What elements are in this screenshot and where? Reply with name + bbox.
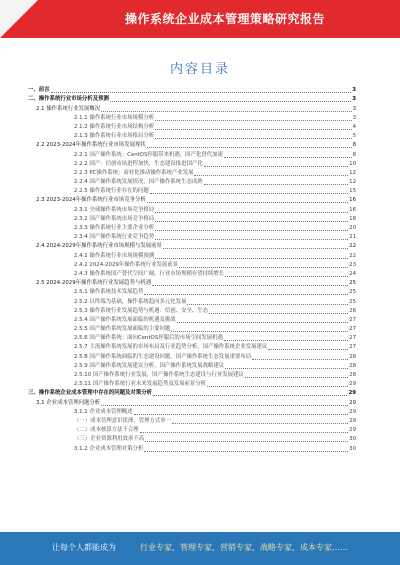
toc-leader-dots — [150, 193, 348, 194]
toc-entry-label: （一）成本管理意识淡薄，管理方式单一 — [74, 417, 172, 424]
toc-leader-dots — [224, 340, 348, 341]
page-footer — [0, 532, 400, 565]
toc-entry-label: 2.5.7 主流操作系统发展的市场布局及行业趋势分析，国产操作系统企业发展建议 — [74, 344, 268, 351]
toc-entry-page: 29 — [349, 408, 356, 415]
toc-entry-page: 20 — [349, 225, 356, 231]
toc-entry[interactable] — [28, 114, 356, 123]
toc-leader-dots — [155, 258, 348, 259]
toc-entry-page: 12 — [349, 179, 356, 186]
toc-leader-dots — [101, 405, 348, 406]
toc-entry-page: 15 — [349, 188, 356, 195]
toc-entry-label: 2.4.1 操作系统行业市场规模预测 — [74, 252, 155, 259]
toc-entry-label: 2.4.2 2024-2029年操作系统行业发展前景 — [74, 261, 179, 268]
toc-entry[interactable] — [28, 215, 356, 224]
toc-entry-page: 3 — [352, 114, 356, 121]
toc-entry-page: 16 — [349, 206, 356, 213]
toc-leader-dots — [207, 386, 348, 387]
toc-entry-label: 2.5.3 操作系统行业发展趋势与机遇：信创、安全、生态 — [74, 307, 209, 314]
toc-leader-dots — [155, 129, 351, 130]
toc-entry[interactable] — [28, 444, 356, 453]
toc-entry[interactable] — [28, 224, 356, 233]
table-of-contents — [28, 86, 356, 454]
toc-leader-dots — [155, 221, 348, 222]
toc-entry-label: 2.5.5 国产操作系统发展面临的主要问题 — [74, 326, 171, 333]
toc-entry-label: 2.1.3 操作系统行业市场格局分析 — [74, 133, 155, 140]
toc-entry[interactable] — [28, 435, 356, 444]
toc-entry-page: 3 — [352, 87, 356, 94]
toc-heading: 内容目录 — [169, 62, 230, 77]
toc-entry-label: 2.2.5 操作系统行业存在的问题 — [74, 188, 149, 195]
toc-leader-dots — [152, 285, 348, 286]
toc-leader-dots — [268, 349, 348, 350]
toc-leader-dots — [144, 451, 348, 452]
header-corner-decoration — [0, 0, 38, 38]
toc-leader-dots — [110, 101, 351, 102]
toc-entry-label: 2.5.6 国产操作系统：面向CentOS停服后的市场空间发展机遇 — [74, 335, 223, 342]
toc-entry-page: 27 — [349, 326, 356, 333]
toc-leader-dots — [155, 239, 348, 240]
toc-entry[interactable] — [28, 187, 356, 196]
toc-leader-dots — [179, 267, 348, 268]
toc-entry[interactable] — [28, 389, 356, 398]
toc-entry-label: 2.5.8 国产操作系统面临的生态建设问题，国产操作系统生态发展重要布局 — [74, 353, 252, 360]
toc-entry-page: 8 — [352, 142, 356, 149]
toc-entry-label: （三）企业资源利用效率不高 — [74, 436, 145, 443]
toc-leader-dots — [209, 313, 348, 314]
toc-entry[interactable] — [28, 371, 356, 380]
toc-leader-dots — [171, 331, 348, 332]
toc-entry[interactable] — [28, 398, 356, 407]
toc-entry-page: 24 — [349, 270, 356, 277]
toc-leader-dots — [155, 120, 351, 121]
toc-entry-page: 28 — [349, 372, 356, 378]
toc-leader-dots — [225, 368, 348, 369]
toc-entry[interactable] — [28, 104, 356, 113]
toc-entry-label: 2.3.3 操作系统行业主要企业分析 — [74, 225, 155, 231]
toc-entry[interactable] — [28, 408, 356, 417]
toc-entry[interactable] — [28, 352, 356, 361]
toc-entry[interactable] — [28, 160, 356, 169]
toc-leader-dots — [153, 395, 347, 396]
toc-entry-page: 30 — [349, 436, 356, 443]
toc-entry-label: 2.2 2023-2024年操作系统行业市场发展现状 — [36, 142, 146, 149]
toc-entry-page: 18 — [349, 215, 356, 222]
toc-leader-dots — [155, 138, 351, 139]
toc-leader-dots — [177, 322, 348, 323]
toc-entry[interactable] — [28, 123, 356, 132]
toc-leader-dots — [187, 304, 348, 305]
toc-entry-page: 29 — [349, 399, 356, 406]
toc-leader-dots — [194, 175, 348, 176]
toc-entry-label: 2.5.1 操作系统技术发展趋势 — [74, 289, 144, 296]
toc-entry[interactable] — [28, 242, 356, 251]
toc-entry-page: 3 — [352, 105, 356, 112]
toc-leader-dots — [224, 157, 352, 158]
toc-entry-label: （二）成本核算方法不合理 — [74, 427, 139, 434]
toc-entry-page: 25 — [349, 289, 356, 296]
toc-entry-page: 23 — [349, 261, 356, 268]
toc-entry[interactable] — [28, 233, 356, 242]
toc-entry[interactable] — [28, 196, 356, 205]
toc-entry-page: 26 — [349, 307, 356, 314]
toc-entry-label: 2.5.2 以终端为基础，操作系统趋向多元化发展 — [74, 298, 187, 305]
footer-slogan-right: 行业专家、管理专家、营销专家、战略专家、成本专家…… — [140, 543, 348, 552]
toc-entry-label: 2.2.2 国产：信创市场进程加快，生态建设推进国产化 — [74, 160, 203, 167]
toc-entry-label: 2.1.1 操作系统行业市场规模分析 — [74, 114, 155, 121]
toc-entry-page: 10 — [349, 160, 356, 167]
toc-leader-dots — [155, 230, 348, 231]
toc-entry-page: 22 — [349, 252, 356, 259]
toc-entry-page: 27 — [349, 344, 356, 351]
toc-entry[interactable] — [28, 279, 356, 288]
toc-entry-page: 12 — [349, 169, 356, 176]
toc-entry-label: 2.4 2024-2029年操作系统行业市场规模与发展前景 — [36, 243, 162, 250]
toc-entry[interactable] — [28, 288, 356, 297]
toc-entry-page: 30 — [349, 445, 356, 452]
toc-leader-dots — [145, 441, 348, 442]
toc-entry-page: 25 — [349, 280, 356, 287]
toc-entry-label: 2.3.4 国产操作系统行业竞争趋势 — [74, 234, 155, 241]
toc-entry[interactable] — [28, 362, 356, 371]
toc-entry-page: 21 — [349, 234, 356, 241]
toc-entry[interactable] — [28, 334, 356, 343]
toc-leader-dots — [101, 111, 351, 112]
toc-leader-dots — [204, 184, 349, 185]
toc-leader-dots — [144, 294, 348, 295]
toc-leader-dots — [51, 92, 352, 93]
toc-leader-dots — [147, 147, 352, 148]
toc-entry[interactable] — [28, 178, 356, 187]
toc-entry-page: 27 — [349, 335, 356, 342]
toc-leader-dots — [163, 248, 348, 249]
toc-entry-label: 一、前言 — [28, 87, 50, 94]
toc-entry[interactable] — [28, 307, 356, 316]
toc-entry-page: 29 — [348, 390, 356, 397]
toc-entry-page: 27 — [349, 316, 356, 323]
toc-entry-label: 3.1.2 企业成本管理对策分析 — [74, 445, 144, 452]
toc-entry[interactable] — [28, 169, 356, 178]
toc-entry-label: 2.3 2023-2024年操作系统行业市场竞争分析 — [36, 197, 146, 204]
toc-entry-label: 2.5.10 国产操作系统行业发展，国产操作系统生态建设与行业发展建议 — [74, 372, 244, 378]
toc-entry-label: 2.2.3 PC操作系统：商业化推动操作系统产业发展 — [74, 169, 194, 176]
toc-entry-label: 2.5.11 国产操作系统行业未来发展趋势及发展前景分析 — [74, 381, 207, 388]
toc-entry-page: 29 — [349, 417, 356, 424]
toc-entry[interactable] — [28, 417, 356, 426]
toc-entry-page: 4 — [352, 123, 356, 130]
toc-entry-page: 3 — [352, 96, 356, 103]
toc-entry-label: 2.5.9 国产操作系统发展建议分析，国产操作系统发展战略建议 — [74, 362, 225, 369]
toc-entry-label: 2.1.2 操作系统行业市场结构分析 — [74, 123, 155, 130]
toc-entry-label: 2.4.3 操作系统国产替代空间广阔，行业市场规模有望持续增长 — [74, 270, 225, 277]
toc-entry[interactable] — [28, 86, 356, 95]
toc-entry-page: 28 — [349, 362, 356, 369]
toc-entry-label: 3.1 企业成本管理问题分析 — [36, 399, 101, 406]
toc-entry[interactable] — [28, 325, 356, 334]
toc-entry-label: 2.2.1 国产操作系统：CentOS停服带来机遇，国产化替代加速 — [74, 151, 223, 158]
toc-entry-page: 28 — [349, 353, 356, 360]
toc-leader-dots — [204, 166, 349, 167]
toc-leader-dots — [225, 276, 348, 277]
toc-leader-dots — [245, 377, 348, 378]
toc-entry-label: 3.1.1 企业成本管理概述 — [74, 408, 133, 415]
toc-entry[interactable] — [28, 251, 356, 260]
toc-entry[interactable] — [28, 297, 356, 306]
toc-entry[interactable] — [28, 205, 356, 214]
footer-slogan-left: 让每个人都能成为 — [52, 543, 116, 552]
toc-entry[interactable] — [28, 343, 356, 352]
toc-entry[interactable] — [28, 95, 356, 104]
toc-entry[interactable] — [28, 141, 356, 150]
toc-entry-page: 16 — [349, 197, 356, 204]
toc-entry[interactable] — [28, 426, 356, 435]
toc-entry[interactable] — [28, 316, 356, 325]
toc-entry-label: 2.1 操作系统行业发展概况 — [36, 105, 101, 112]
toc-entry-label: 2.5.4 国产操作系统发展面临的机遇及挑战 — [74, 316, 176, 323]
toc-leader-dots — [252, 359, 348, 360]
toc-entry-label: 2.3.1 全球操作系统市场竞争格局 — [74, 206, 155, 213]
toc-entry[interactable] — [28, 261, 356, 270]
toc-entry-page: 5 — [352, 133, 356, 140]
toc-entry-page: 29 — [349, 381, 356, 388]
page-header — [0, 0, 400, 38]
toc-entry-label: 2.5 2024-2029年操作系统行业发展趋势与机遇 — [36, 280, 152, 287]
toc-leader-dots — [134, 414, 349, 415]
toc-leader-dots — [140, 432, 348, 433]
toc-entry-page: 22 — [349, 243, 356, 250]
toc-leader-dots — [172, 423, 348, 424]
toc-entry[interactable] — [28, 380, 356, 389]
toc-entry[interactable] — [28, 270, 356, 279]
toc-entry-page: 29 — [349, 427, 356, 434]
toc-entry-page: 8 — [352, 151, 356, 158]
toc-entry-label: 2.2.4 国产操作系统发展情况，国产操作系统生态成熟 — [74, 179, 203, 186]
toc-entry-label: 2.3.2 国产操作系统市场竞争格局 — [74, 215, 155, 222]
toc-leader-dots — [155, 212, 348, 213]
toc-entry-label: 三、操作系统企业成本管理中存在的问题及对策分析 — [28, 390, 152, 397]
toc-entry-page: 25 — [349, 298, 356, 305]
toc-entry[interactable] — [28, 132, 356, 141]
toc-entry[interactable] — [28, 150, 356, 159]
report-title: 操作系统企业成本管理策略研究报告 — [124, 12, 325, 26]
toc-leader-dots — [147, 202, 348, 203]
toc-entry-label: 二、操作系统行业市场分析及预测 — [28, 96, 109, 103]
